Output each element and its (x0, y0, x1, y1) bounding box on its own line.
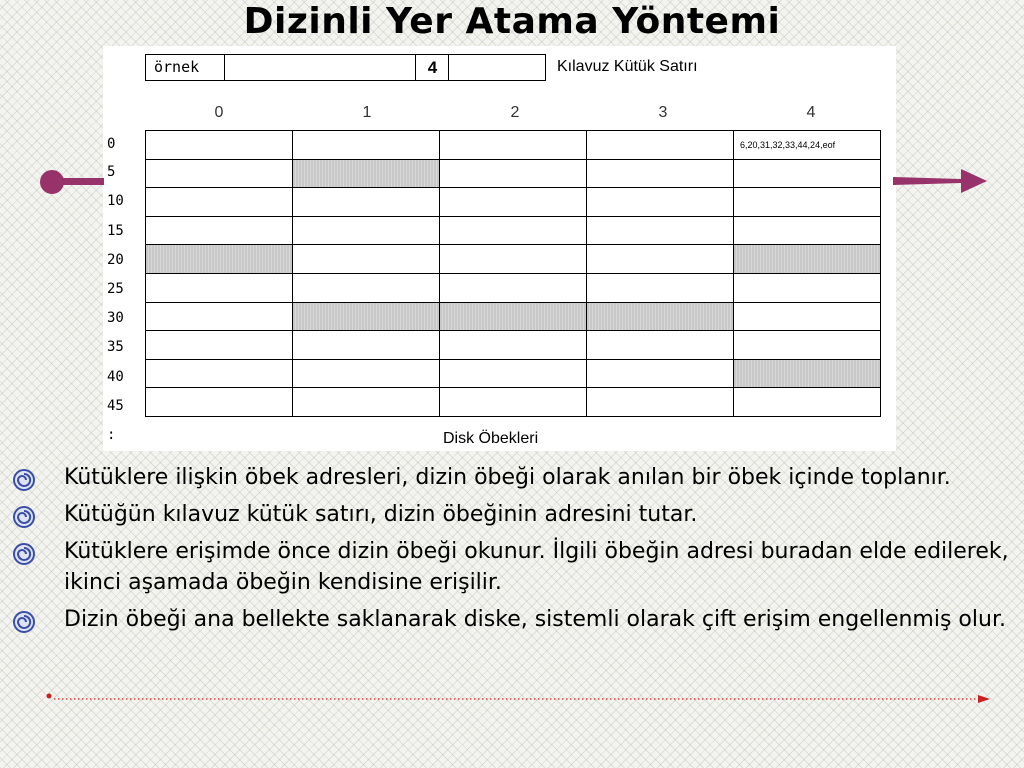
column-header: 0 (214, 104, 224, 121)
disk-block-cell (146, 216, 293, 245)
disk-block-cell (293, 331, 440, 360)
disk-block-cell (293, 188, 440, 217)
row-label: 45 (107, 398, 124, 414)
row-label: 30 (107, 310, 124, 326)
row-label: 15 (107, 223, 124, 239)
disk-block-cell (734, 359, 881, 388)
grid-row (146, 273, 881, 302)
example-end-cell (448, 54, 546, 81)
disk-block-cell (440, 359, 587, 388)
bullet-item (12, 462, 1017, 493)
bullet-text: Kütüğün kılavuz kütük satırı, dizin öbeğinin adresini tutar. (64, 502, 698, 527)
example-empty-cell (224, 54, 416, 81)
disk-block-cell (146, 359, 293, 388)
directory-entry-label: Kılavuz Kütük Satırı (557, 58, 698, 75)
row-label: 35 (107, 339, 124, 355)
disk-block-cell (734, 159, 881, 188)
row-label: 10 (107, 193, 124, 209)
row-label: 0 (107, 136, 116, 152)
disk-block-cell (587, 388, 734, 417)
disk-block-cell (146, 131, 293, 160)
swirl-bullet-icon (12, 610, 36, 634)
grid-row (146, 302, 881, 331)
bullet-text: Kütüklere ilişkin öbek adresleri, dizin öbeği olarak anılan bir öbek içinde toplanır. (64, 465, 951, 490)
example-filename-cell: örnek (145, 54, 225, 81)
column-header: 2 (510, 104, 520, 121)
bullet-item (12, 536, 1017, 598)
bullet-text: Dizin öbeği ana bellekte saklanarak diske, sistemli olarak çift erişim engellenmiş olur. (64, 607, 1006, 632)
grid-row (146, 131, 881, 160)
disk-block-cell (587, 216, 734, 245)
row-label: 40 (107, 369, 124, 385)
disk-block-cell (587, 159, 734, 188)
disk-block-cell (293, 131, 440, 160)
disk-block-cell (293, 159, 440, 188)
bullet-item (12, 499, 1017, 530)
disk-block-cell (734, 273, 881, 302)
column-header: 3 (658, 104, 668, 121)
row-label: 20 (107, 252, 124, 268)
bullet-item (12, 604, 1017, 635)
disk-block-cell (440, 159, 587, 188)
disk-block-cell (293, 245, 440, 274)
disk-block-cell (440, 273, 587, 302)
disk-block-cell (146, 188, 293, 217)
disk-block-cell (146, 302, 293, 331)
bullet-text: Kütüklere erişimde önce dizin öbeği okunur. İlgili öbeğin adresi buradan elde edilerek, ikinci aşamada öbeğin kendisine erişilir. (64, 539, 1009, 595)
disk-block-cell (587, 331, 734, 360)
arrow-end-icon (893, 166, 989, 196)
disk-block-cell (587, 131, 734, 160)
grid-row (146, 245, 881, 274)
grid-row (146, 388, 881, 417)
disk-block-cell (293, 216, 440, 245)
disk-block-cell (587, 359, 734, 388)
disk-block-cell (146, 273, 293, 302)
column-header: 1 (362, 104, 372, 121)
disk-block-cell (293, 273, 440, 302)
swirl-bullet-icon (12, 468, 36, 492)
disk-block-cell (734, 331, 881, 360)
grid-row (146, 188, 881, 217)
disk-block-cell (440, 302, 587, 331)
disk-block-cell (587, 188, 734, 217)
disk-block-cell (440, 216, 587, 245)
index-block-cell: 6,20,31,32,33,44,24,eof (734, 131, 881, 160)
disk-block-cell (146, 331, 293, 360)
disk-block-cell (440, 331, 587, 360)
bullet-list (12, 462, 1017, 641)
disk-block-cell (146, 245, 293, 274)
disk-block-grid (145, 130, 881, 417)
dotted-arrow-line (46, 692, 994, 706)
grid-row (146, 216, 881, 245)
disk-block-cell (734, 188, 881, 217)
swirl-bullet-icon (12, 542, 36, 566)
disk-block-cell (293, 302, 440, 331)
disk-block-cell (734, 245, 881, 274)
grid-row (146, 359, 881, 388)
disk-block-cell (734, 388, 881, 417)
swirl-bullet-icon (12, 505, 36, 529)
disk-block-cell (587, 273, 734, 302)
allocation-figure (103, 46, 896, 451)
arrow-start-line (60, 178, 104, 185)
disk-block-cell (146, 159, 293, 188)
disk-block-cell (293, 388, 440, 417)
disk-block-cell (293, 359, 440, 388)
disk-block-cell (440, 131, 587, 160)
disk-block-cell (587, 245, 734, 274)
disk-block-cell (440, 188, 587, 217)
disk-block-cell (587, 302, 734, 331)
disk-blocks-label: Disk Öbekleri (443, 430, 539, 447)
row-label: : (107, 427, 116, 443)
row-label: 5 (107, 164, 116, 180)
disk-block-cell (146, 388, 293, 417)
grid-row (146, 159, 881, 188)
disk-block-cell (440, 245, 587, 274)
disk-block-cell (734, 302, 881, 331)
grid-row (146, 331, 881, 360)
example-index-block-cell: 4 (415, 54, 449, 81)
slide-title: Dizinli Yer Atama Yöntemi (243, 1, 781, 42)
row-label: 25 (107, 281, 124, 297)
disk-block-cell (734, 216, 881, 245)
column-header: 4 (806, 104, 816, 121)
disk-block-cell (440, 388, 587, 417)
